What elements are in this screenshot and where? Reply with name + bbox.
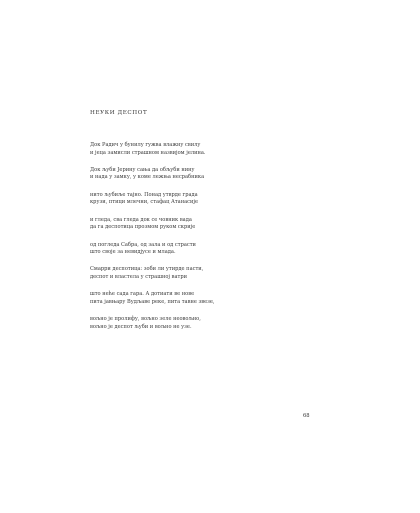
stanza [90, 242, 330, 257]
poem-line: пита јавњару Вудљаве реке, пита тавне звезе, [90, 298, 215, 305]
stanza [90, 142, 330, 157]
poem-title: НЕУКИ ДЕСПОТ [90, 110, 148, 116]
stanza [90, 167, 330, 182]
poem-line: нито љубиље тајно. Понад утврде града [90, 191, 198, 198]
poem-line: Док љуби Јерину сања да обљуби нину [90, 166, 195, 173]
poem-line: деспот и властела у страшној ватри [90, 273, 187, 280]
poem-line: да га деспотица прозмом руком скрије [90, 224, 196, 231]
poem-line: крузи, птици млечни, стафац Атанасије [90, 199, 198, 206]
stanza [90, 291, 330, 306]
stanza [90, 192, 330, 207]
poem-line: и јеца замисли страшном назвијом јелина. [90, 149, 206, 156]
poem-line: Док Радич у бунилу гужва влажну свилу [90, 142, 201, 148]
stanza [90, 316, 330, 331]
poem-line: Смарри деспотица: зоби ли утирде пасти, [90, 266, 204, 273]
stanza [90, 266, 330, 281]
poem-line: од погледа Сабра, од зала и од страсти [90, 241, 196, 248]
page-number: 68 [303, 413, 310, 419]
poem-line: што неће сада гара. А дотиати ве нове [90, 291, 195, 298]
poem-line: што своје за невидјусе и млада. [90, 249, 176, 256]
poem-line: и нада у замку, у коме лежња несрабника [90, 174, 205, 181]
poem-body [90, 142, 330, 341]
poem-line: вољно је пролифу, вољно зеле неовољно, [90, 316, 201, 323]
poem-line: вољно је деспот љуби и вољно не узе. [90, 323, 192, 330]
stanza [90, 217, 330, 232]
poem-line: и гледа, сва гледа док се човник вада [90, 216, 192, 223]
